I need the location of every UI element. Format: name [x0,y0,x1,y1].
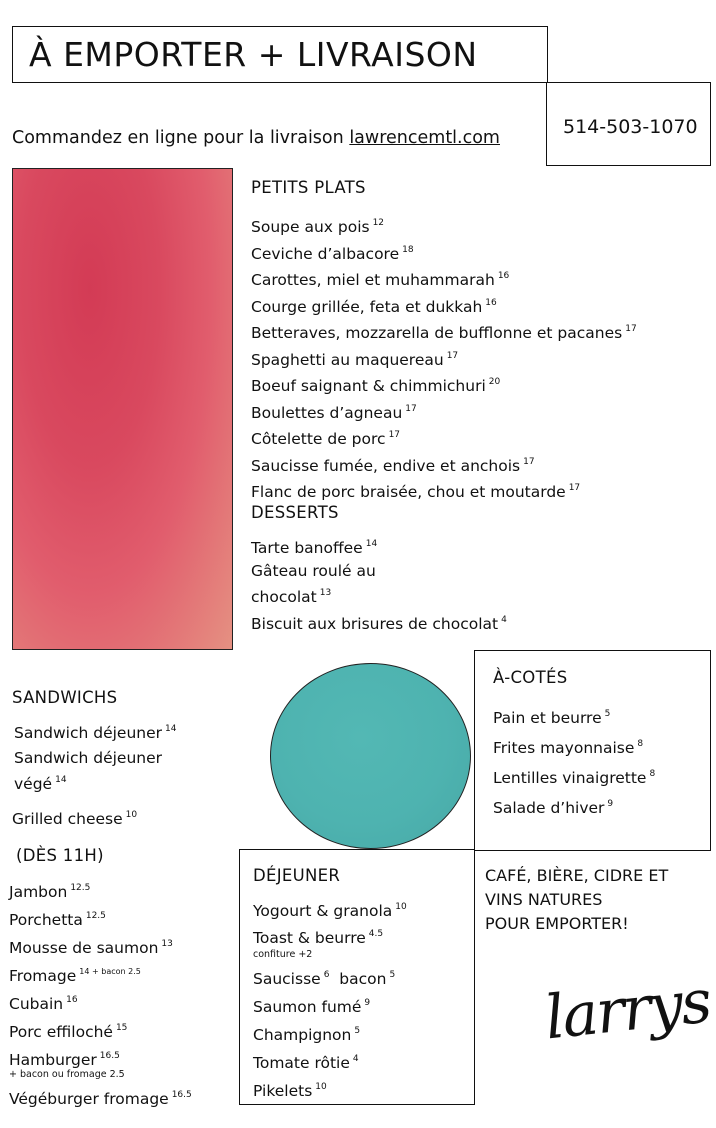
list-item: Tomate rôtie $^4$ [253,1054,359,1072]
list-item: Mousse de saumon $^{13}$ [9,939,173,957]
petits-plats-section [251,178,637,504]
toast-note: confiture +2 [253,949,313,960]
list-item: Saucisse $^6$ bacon $^5$ [253,970,396,988]
a-cotes-list [493,701,655,821]
desserts-title: DESSERTS [251,503,339,522]
list-item: Soupe aux pois $^{12}$ [251,218,385,236]
phone-number[interactable]: 514-503-1070 [563,116,698,138]
list-item: Tarte banoffee $^{14}$ [251,539,378,557]
list-item: Salade d’hiver $^9$ [493,799,614,817]
a-cotes-section [493,668,655,821]
promo-line-3: POUR EMPORTER! [485,914,629,933]
list-item: Boeuf saignant & chimmichuri $^{20}$ [251,377,501,395]
list-item: Pikelets $^{10}$ [253,1082,327,1100]
list-item: Frites mayonnaise $^8$ [493,739,644,757]
hamburger-note: + bacon ou fromage 2.5 [9,1069,125,1080]
sandwichs-section [12,688,176,865]
list-item: Courge grillée, feta et dukkah $^{16}$ [251,297,497,316]
list-item: Lentilles vinaigrette $^8$ [493,769,656,787]
sandwichs-11h-list [9,876,192,1111]
order-link[interactable]: lawrencemtl.com [349,128,500,148]
desserts-section [251,503,507,635]
list-item: Fromage $^{14 + bacon 2.5}$ [9,967,141,985]
list-item: Végéburger fromage $^{16.5}$ [9,1090,192,1108]
desserts-list [251,533,507,635]
sandwichs-list [12,718,176,830]
list-item: Sandwich déjeuner végé $^{14}$ [14,748,163,793]
list-item: Carottes, miel et muhammarah $^{16}$ [251,271,510,289]
list-item: Ceviche d’albacore $^{18}$ [251,244,414,263]
pink-watercolor-panel [12,168,233,650]
list-item: Cubain $^{16}$ [9,995,78,1013]
list-item: Porchetta $^{12.5}$ [9,911,106,929]
list-item: Toast & beurre $^{4.5}$ [253,929,384,947]
dejeuner-list [253,895,407,1103]
list-item: Champignon $^5$ [253,1026,361,1044]
list-item: Pain et beurre $^5$ [493,709,611,727]
list-item: Porc effiloché $^{15}$ [9,1023,128,1041]
petits-plats-list [251,212,637,504]
dejeuner-title: DÉJEUNER [253,866,341,885]
sandwichs-subtitle: (DÈS 11H) [16,846,104,865]
promo-line-1: CAFÉ, BIÈRE, CIDRE ET [485,866,669,885]
list-item: Betteraves, mozzarella de bufflonne et pacanes $^{17}$ [251,324,637,342]
list-item: Boulettes d’agneau $^{17}$ [251,403,417,422]
logo-text: larrys [541,966,714,1054]
list-item: Flanc de porc braisée, chou et moutarde $^{17}$ [251,483,581,501]
petits-plats-title: PETITS PLATS [251,178,366,197]
dejeuner-section [253,866,407,1103]
promo-line-2: VINS NATURES [485,890,603,909]
list-item: Saucisse fumée, endive et anchois $^{17}$ [251,456,535,475]
page-title: À EMPORTER + LIVRAISON [29,35,478,74]
list-item: Grilled cheese $^{10}$ [12,809,138,828]
promo-text [485,864,668,936]
list-item: Sandwich déjeuner $^{14}$ [14,724,177,742]
order-text: Commandez en ligne pour la livraison [12,128,344,148]
list-item: Jambon $^{12.5}$ [9,883,91,901]
list-item: Gâteau roulé au chocolat $^{13}$ [251,561,376,606]
list-item: Saumon fumé $^9$ [253,998,371,1016]
teal-watercolor-circle [270,663,471,849]
list-item: Yogourt & granola $^{10}$ [253,902,407,920]
larrys-logo [542,967,713,1054]
list-item: Spaghetti au maquereau $^{17}$ [251,350,459,369]
list-item: Côtelette de porc $^{17}$ [251,430,401,448]
a-cotes-title: À-COTÉS [493,668,568,687]
order-online-line [12,128,500,148]
sandwichs-title: SANDWICHS [12,688,118,707]
list-item: Biscuit aux brisures de chocolat $^4$ [251,614,507,633]
list-item: Hamburger $^{16.5}$ [9,1051,120,1069]
